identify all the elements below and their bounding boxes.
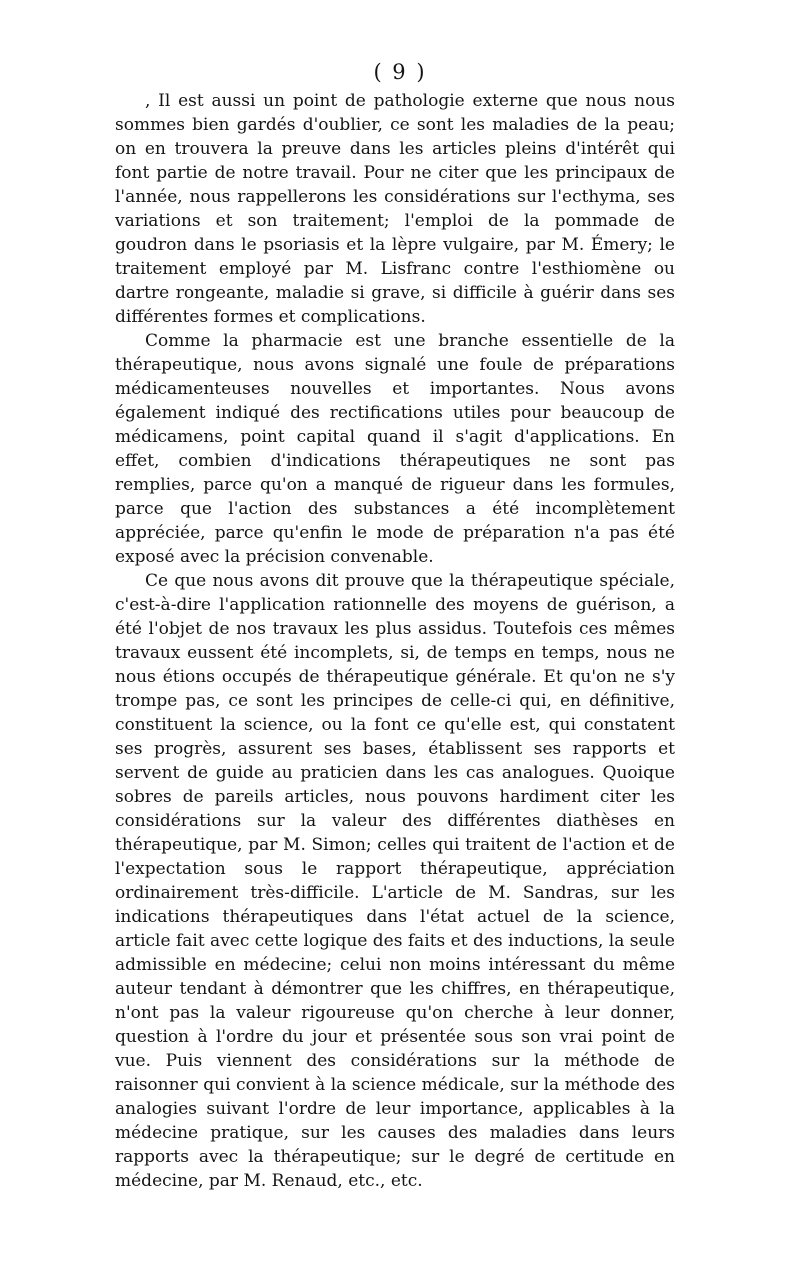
page-number: ( 9 ) bbox=[373, 60, 427, 84]
paragraph-pathology: , Il est aussi un point de pathologie externe que nous nous sommes bien gardés d'oublier, ce sont les maladies de la peau; on en trouvera la preuve dans les articles pleins d'intérêt qui font partie de notre travail. Pour ne citer que les principaux de l'année, nous rappellerons les considérations sur l'ecthyma, ses variations et son traitement; l'emploi de la pommade de goudron dans le psoriasis et la lèpre vulgaire, par M. Émery; le traitement employé par M. Lisfranc contre l'esthiomène ou dartre rongeante, maladie si grave, si difficile à guérir dans ses différentes formes et complications. bbox=[115, 91, 675, 327]
paragraph-pharmacy: Comme la pharmacie est une branche essentielle de la thérapeutique, nous avons signalé une foule de préparations médicamenteuses nouvelles et importantes. Nous avons également indiqué des rectifications utiles pour beaucoup de médicamens, point capital quand il s'agit d'applications. En effet, combien d'indications thérapeutiques ne sont pas remplies, parce qu'on a manqué de rigueur dans les formules, parce que l'action des substances a été incomplètement appréciée, parce qu'enfin le mode de préparation n'a pas été exposé avec la précision convenable. bbox=[115, 331, 675, 567]
paragraph-therapeutics: Ce que nous avons dit prouve que la thérapeutique spéciale, c'est-à-dire l'application rationnelle des moyens de guérison, a été l'objet de nos travaux les plus assidus. Toutefois ces mêmes travaux eussent été incomplets, si, de temps en temps, nous ne nous étions occupés de thérapeutique générale. Et qu'on ne s'y trompe pas, ce sont les principes de celle-ci qui, en définitive, constituent la science, ou la font ce qu'elle est, qui constatent ses progrès, assurent ses bases, établissent ses rapports et servent de guide au praticien dans les cas analogues. Quoique sobres de pareils articles, nous pouvons hardiment citer les considérations sur la valeur des différentes diathèses en thérapeutique, par M. Simon; celles qui traitent de l'action et de l'expectation sous le rapport thérapeutique, appréciation ordinairement très-difficile. L'article de M. Sandras, sur les indications thérapeutiques dans l'état actuel de la science, article fait avec cette logique des faits et des inductions, la seule admissible en médecine; celui non moins intéressant du même auteur tendant à démontrer que les chiffres, en thérapeutique, n'ont pas la valeur rigoureuse qu'on cherche à leur donner, question à l'ordre du jour et présentée sous son vrai point de vue. Puis viennent des considérations sur la méthode de raisonner qui convient à la science médicale, sur la méthode des analogies suivant l'ordre de leur importance, applicables à la médecine pratique, sur les causes des maladies dans leurs rapports avec la thérapeutique; sur le degré de certitude en médecine, par M. Renaud, etc., etc. bbox=[115, 571, 675, 1191]
body-text bbox=[115, 89, 675, 1193]
